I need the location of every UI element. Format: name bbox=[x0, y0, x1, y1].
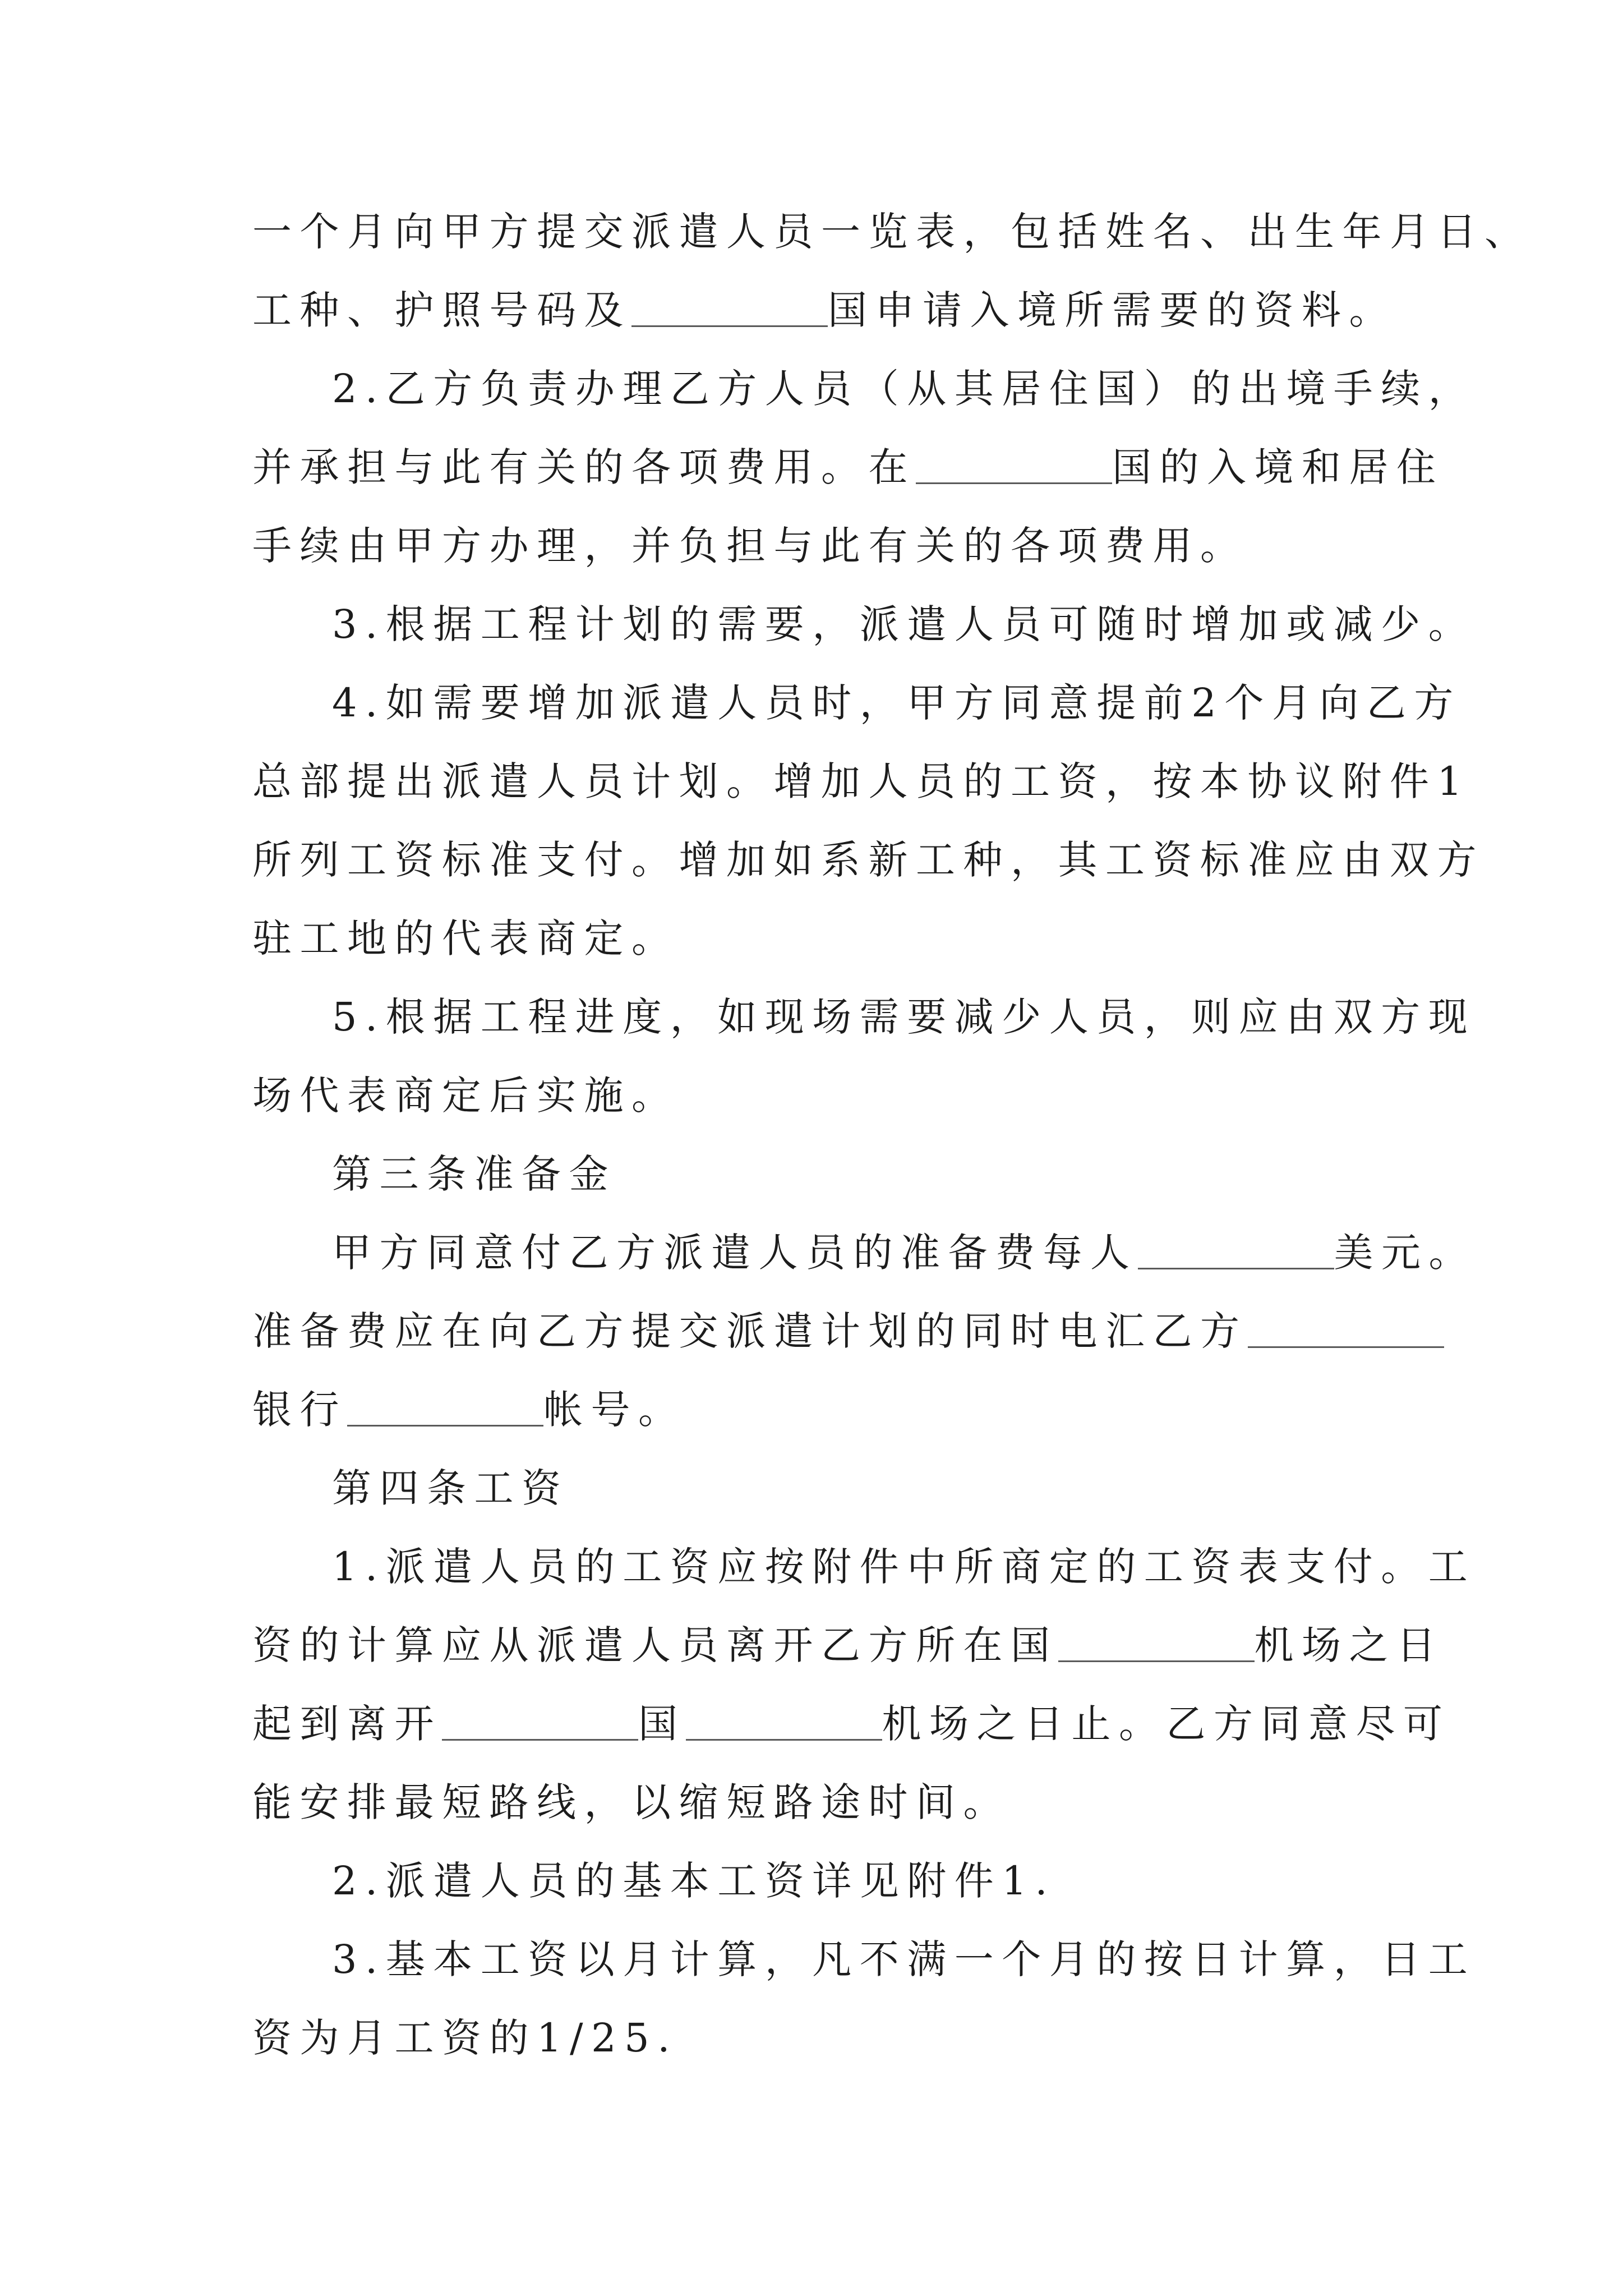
fill-blank bbox=[1058, 1627, 1255, 1662]
text-segment: 一个月向甲方提交派遣人员一览表，包括姓名、出生年月日、 bbox=[252, 209, 1532, 255]
text-segment: 银行 bbox=[252, 1387, 347, 1433]
text-line bbox=[332, 989, 1476, 1045]
text-line bbox=[252, 1696, 1451, 1752]
text-line bbox=[252, 753, 1470, 809]
text-segment: 2.派遣人员的基本工资详见附件1. bbox=[332, 1858, 1056, 1904]
text-segment: 第四条工资 bbox=[332, 1465, 569, 1511]
text-segment: 并承担与此有关的各项费用。在 bbox=[252, 444, 916, 490]
text-segment: 工种、护照号码及 bbox=[252, 287, 631, 333]
text-segment: 资的计算应从派遣人员离开乙方所在国 bbox=[252, 1622, 1058, 1668]
text-segment: 手续由甲方办理，并负担与此有关的各项费用。 bbox=[252, 523, 1248, 569]
text-segment: 驻工地的代表商定。 bbox=[252, 915, 679, 961]
text-line bbox=[252, 1617, 1444, 1673]
text-line bbox=[252, 282, 1396, 338]
text-line bbox=[332, 1853, 1055, 1909]
fill-blank bbox=[1138, 1234, 1334, 1269]
text-segment: 1.派遣人员的工资应按附件中所商定的工资表支付。工 bbox=[332, 1544, 1476, 1590]
fill-blank bbox=[686, 1705, 882, 1741]
text-segment: 5.根据工程进度，如现场需要减少人员，则应由双方现 bbox=[332, 994, 1476, 1040]
text-line bbox=[332, 675, 1461, 731]
text-segment: 第三条准备金 bbox=[332, 1151, 616, 1197]
text-segment: 国 bbox=[638, 1701, 686, 1747]
fill-blank bbox=[1248, 1313, 1444, 1348]
text-segment: 场代表商定后实施。 bbox=[252, 1073, 679, 1119]
text-segment: 国申请入境所需要的资料。 bbox=[828, 287, 1396, 333]
fill-blank bbox=[442, 1705, 638, 1741]
text-segment: 2.乙方负责办理乙方人员（从其居住国）的出境手续， bbox=[332, 366, 1476, 412]
text-line bbox=[332, 596, 1476, 652]
text-line bbox=[332, 361, 1476, 417]
text-line bbox=[252, 518, 1248, 574]
text-segment: 机场之日止。乙方同意尽可 bbox=[882, 1701, 1451, 1747]
text-line bbox=[252, 204, 1532, 260]
text-segment: 总部提出派遣人员计划。增加人员的工资，按本协议附件1 bbox=[252, 758, 1470, 804]
fill-blank bbox=[347, 1391, 543, 1427]
text-line bbox=[252, 1303, 1444, 1359]
text-line bbox=[252, 910, 679, 967]
text-segment: 帐号。 bbox=[543, 1387, 686, 1433]
fill-blank bbox=[631, 292, 828, 327]
text-segment: 国的入境和居住 bbox=[1112, 444, 1444, 490]
text-segment: 3.根据工程计划的需要，派遣人员可随时增加或减少。 bbox=[332, 601, 1476, 647]
text-line bbox=[332, 1931, 1476, 1987]
text-segment: 甲方同意付乙方派遣人员的准备费每人 bbox=[332, 1230, 1138, 1276]
text-segment: 美元。 bbox=[1334, 1230, 1476, 1276]
text-segment: 能安排最短路线，以缩短路途时间。 bbox=[252, 1779, 1011, 1825]
text-line bbox=[252, 1774, 1011, 1830]
text-line bbox=[252, 439, 1444, 495]
text-line bbox=[332, 1225, 1476, 1281]
text-line bbox=[252, 1382, 686, 1438]
text-line bbox=[332, 1539, 1476, 1595]
text-line bbox=[252, 832, 1484, 888]
text-segment: 资为月工资的1/25. bbox=[252, 2015, 678, 2061]
text-segment: 所列工资标准支付。增加如系新工种，其工资标准应由双方 bbox=[252, 837, 1484, 883]
text-segment: 4.如需要增加派遣人员时，甲方同意提前2个月向乙方 bbox=[332, 680, 1461, 726]
text-segment: 机场之日 bbox=[1254, 1622, 1444, 1668]
text-segment: 准备费应在向乙方提交派遣计划的同时电汇乙方 bbox=[252, 1308, 1248, 1354]
section-heading bbox=[332, 1146, 616, 1202]
fill-blank bbox=[916, 449, 1112, 484]
text-segment: 起到离开 bbox=[252, 1701, 442, 1747]
text-segment: 3.基本工资以月计算，凡不满一个月的按日计算，日工 bbox=[332, 1936, 1476, 1982]
section-heading bbox=[332, 1460, 569, 1516]
text-line bbox=[252, 1068, 679, 1124]
text-line bbox=[252, 2010, 678, 2066]
